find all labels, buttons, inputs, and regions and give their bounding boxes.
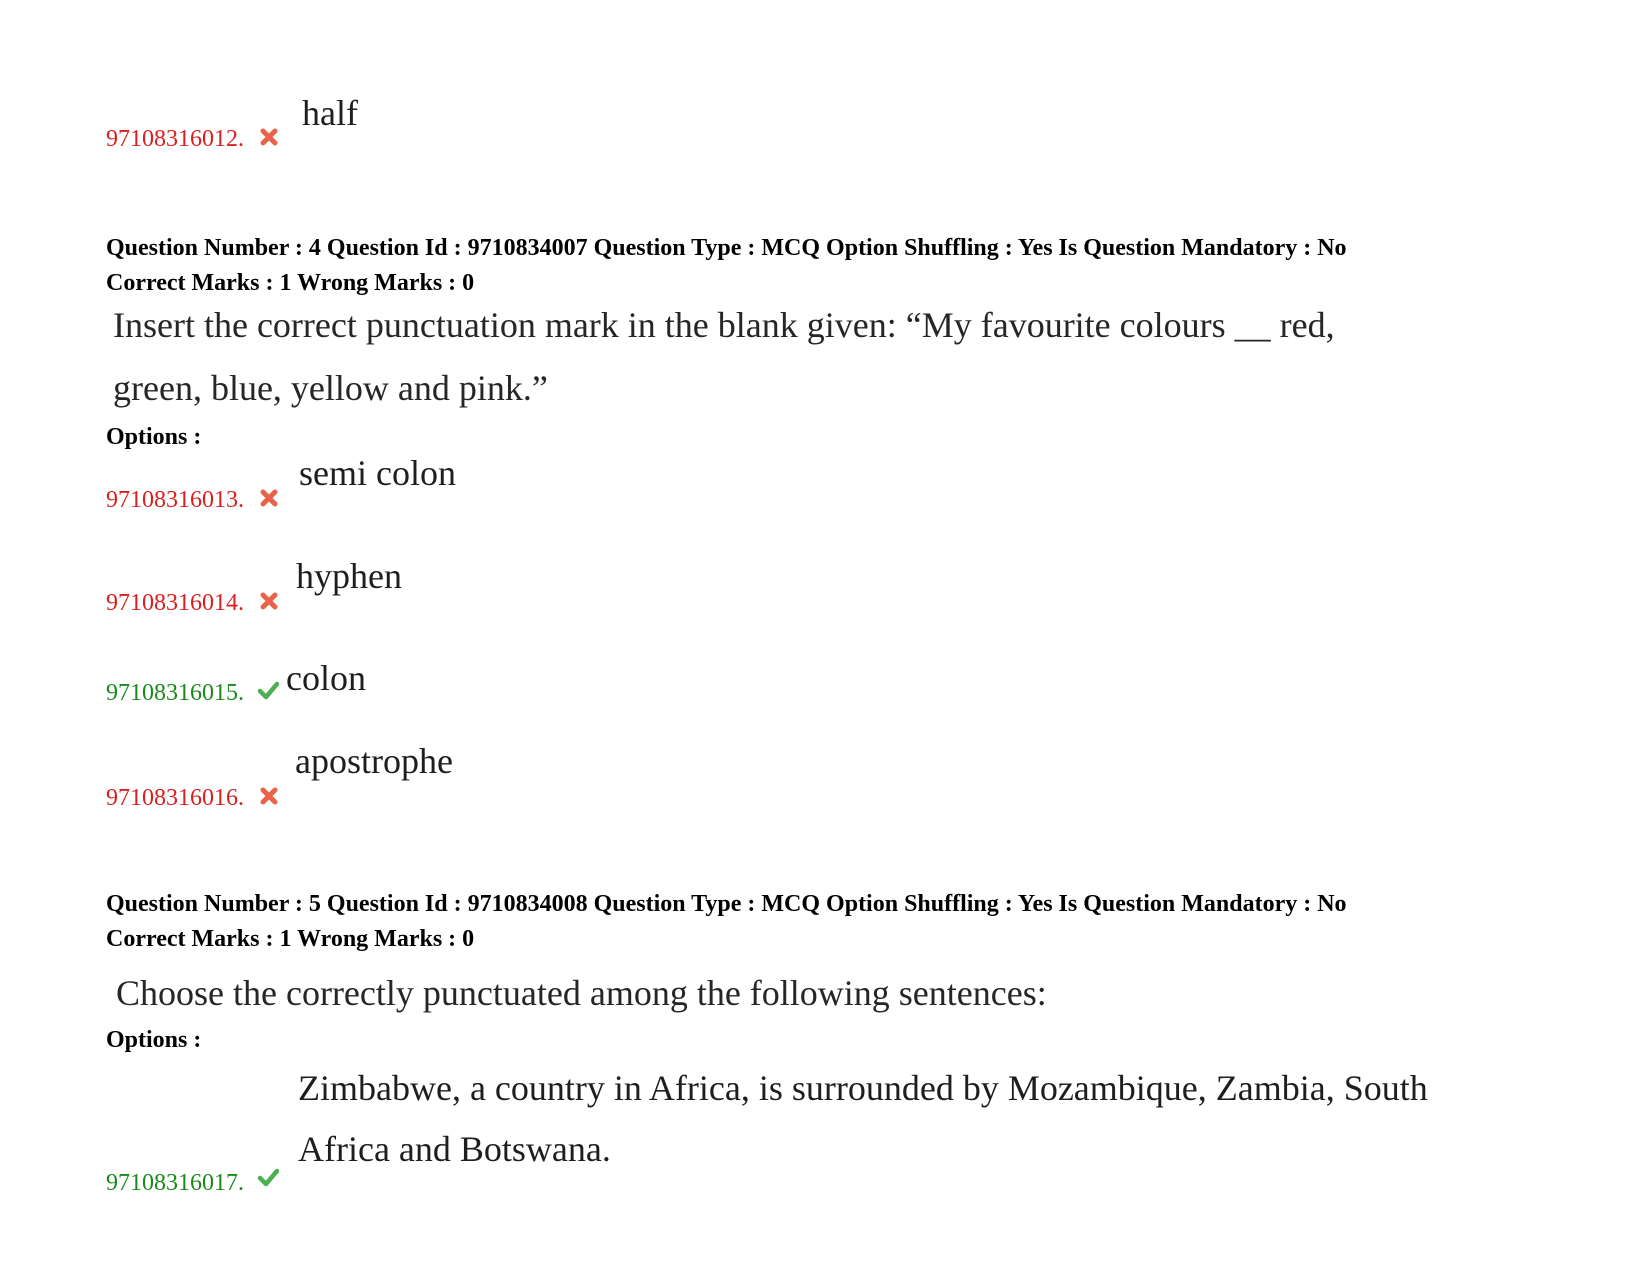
question-text-line2: green, blue, yellow and pink.” [113,368,548,408]
cross-icon [258,590,280,612]
option-id: 97108316016. [106,785,244,811]
question-marks: Correct Marks : 1 Wrong Marks : 0 [106,270,475,296]
option-id: 97108316015. [106,680,244,706]
option-text: half [302,93,358,133]
options-label: Options : [106,1027,202,1053]
question-meta: Question Number : 4 Question Id : 9710834007 Question Type : MCQ Option Shuffling : Yes Is Question Mandatory : No [106,235,1347,261]
option-text: hyphen [296,556,402,596]
check-icon [257,679,279,701]
option-text: apostrophe [295,741,453,781]
question-text: Choose the correctly punctuated among the following sentences: [116,973,1047,1013]
option-id: 97108316012. [106,126,244,152]
question-meta: Question Number : 5 Question Id : 9710834008 Question Type : MCQ Option Shuffling : Yes Is Question Mandatory : No [106,891,1347,917]
option-id: 97108316013. [106,487,244,513]
option-id: 97108316014. [106,590,244,616]
check-icon [257,1166,279,1188]
option-text: colon [286,658,366,698]
option-text: Zimbabwe, a country in Africa, is surrounded by Mozambique, Zambia, South [298,1068,1428,1108]
options-label: Options : [106,424,202,450]
cross-icon [258,126,280,148]
question-text: Insert the correct punctuation mark in the blank given: “My favourite colours __ red, [113,305,1335,345]
question-marks: Correct Marks : 1 Wrong Marks : 0 [106,926,475,952]
cross-icon [258,785,280,807]
option-text: semi colon [299,453,456,493]
option-id: 97108316017. [106,1170,244,1196]
option-text-line2: Africa and Botswana. [298,1129,611,1169]
cross-icon [258,487,280,509]
